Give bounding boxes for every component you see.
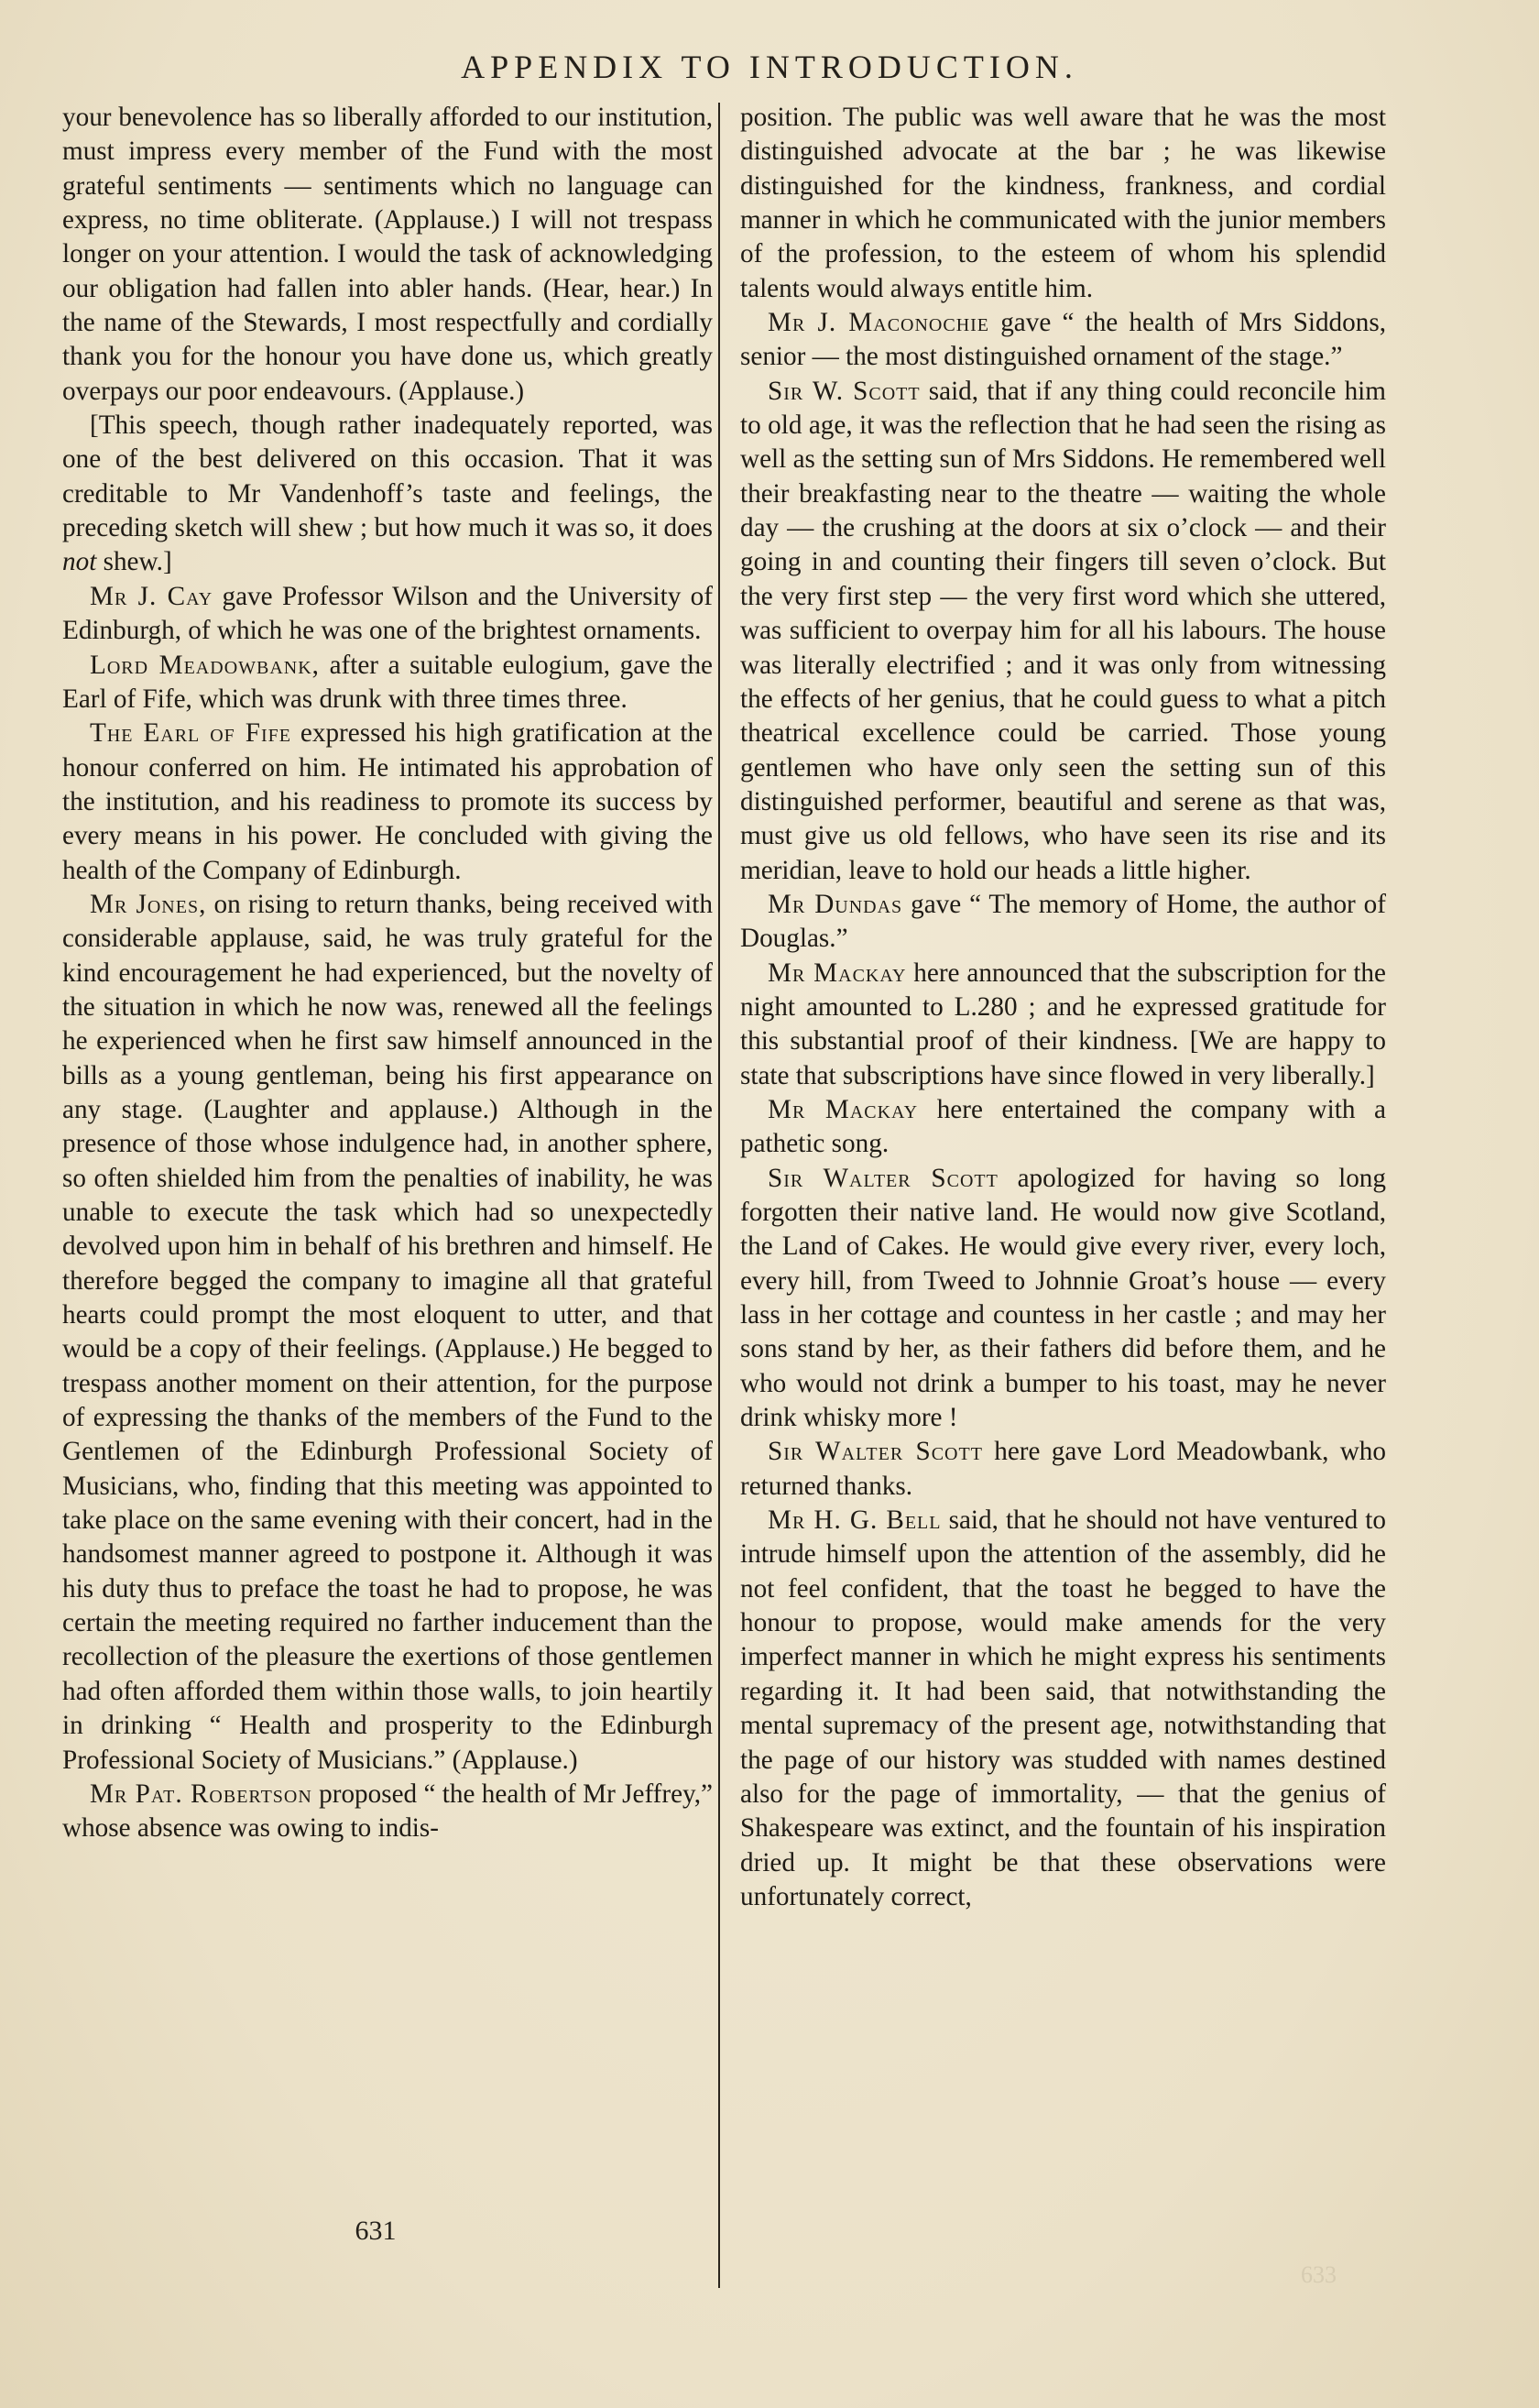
paragraph: Mr J. Maconochie gave “ the health of Mrs Siddons, senior — the most distinguished ornament of the stage.” <box>740 308 1386 372</box>
speaker-name: The Earl of Fife <box>90 718 291 749</box>
show-through-page-number: 633 <box>1301 2261 1337 2288</box>
paragraph: position. The public was well aware that he was the most distinguished advocate at the bar ; he was likewise distinguished for the kindness, frankness, and cordial manner in which he communicated with the junior members of the profession, to the esteem of whom his splendid talents would always entitle him. <box>740 103 1386 303</box>
paragraph: Sir Walter Scott here gave Lord Meadowbank, who returned thanks. <box>740 1437 1386 1501</box>
speaker-name: Sir W. Scott <box>768 376 921 406</box>
column-divider <box>718 103 720 2288</box>
speaker-name: Mr Pat. Robertson <box>90 1779 312 1809</box>
speaker-name: Mr Jones, <box>90 889 207 919</box>
speaker-name: Mr Mackay <box>768 1094 919 1124</box>
speaker-name: Mr Mackay <box>768 958 907 988</box>
paragraph: Mr Pat. Robertson proposed “ the health of Mr Jeffrey,” whose absence was owing to indis- <box>62 1779 713 1844</box>
speaker-name: Mr H. G. Bell <box>768 1505 942 1536</box>
speaker-name: Lord Meadowbank, <box>90 650 320 680</box>
paragraph: Mr J. Cay gave Professor Wilson and the University of Edinburgh, of which he was one of the brightest ornaments. <box>62 581 713 646</box>
right-column <box>740 101 1386 1914</box>
paragraph: Sir Walter Scott apologized for having so long forgotten their native land. He would now give Scotland, the Land of Cakes. He would give every river, every loch, every hill, from Tweed to Johnnie Groat’s house — every lass in her cottage and countess in her castle ; and may her sons stand by her, as their fathers did before them, and he who would not drink a bumper to his toast, may he never drink whisky more ! <box>740 1163 1386 1433</box>
speaker-name: Sir Walter Scott <box>768 1163 999 1193</box>
speaker-name: Mr Dundas <box>768 889 903 919</box>
paragraph: Mr H. G. Bell said, that he should not have ventured to intrude himself upon the attention of the assembly, did he not feel confident, that the toast he begged to have the honour to propose, would make amends for the very imperfect manner in which he might express his sentiments regarding it. It had been said, that notwithstanding the mental supremacy of the present age, notwithstanding that the page of our history was studded with names destined also for the page of immortality, — that the genius of Shakespeare was extinct, and the fountain of his inspiration dried up. It might be that these observations were unfortunately correct, <box>740 1505 1386 1911</box>
running-head: APPENDIX TO INTRODUCTION. <box>461 49 1078 85</box>
paragraph: Lord Meadowbank, after a suitable eulogium, gave the Earl of Fife, which was drunk with three times three. <box>62 650 713 714</box>
paragraph: [This speech, though rather inadequately reported, was one of the best delivered on this occasion. That it was creditable to Mr Vandenhoff’s taste and feelings, the preceding sketch will shew ; but how much it was so, it does not shew.] <box>62 410 713 577</box>
paragraph: Mr Dundas gave “ The memory of Home, the author of Douglas.” <box>740 889 1386 954</box>
speaker-name: Mr J. Maconochie <box>768 308 990 338</box>
paragraph: The Earl of Fife expressed his high gratification at the honour conferred on him. He intimated his approbation of the institution, and his readiness to promote its success by every means in his power. He concluded with giving the health of the Company of Edinburgh. <box>62 718 713 885</box>
speaker-name: Sir Walter Scott <box>768 1437 983 1467</box>
left-column <box>62 101 713 1846</box>
speaker-name: Mr J. Cay <box>90 581 213 611</box>
paragraph: Sir W. Scott said, that if any thing could reconcile him to old age, it was the reflection that he had seen the rising as well as the setting sun of Mrs Siddons. He remembered well their breakfasting near to the theatre — waiting the whole day — the crushing at the doors at six o’clock — and their going in and counting their fingers till seven o’clock. But the very first step — the very first word which she uttered, was sufficient to overpay him for all his labours. The house was literally electrified ; and it was only from witnessing the effects of her genius, that he could guess to what a pitch theatrical excellence could be carried. Those young gentlemen who have only seen the setting sun of this distinguished performer, beautiful and serene as that was, must give us old fellows, who have seen its rise and its meridian, leave to hold our heads a little higher. <box>740 376 1386 885</box>
paragraph: your benevolence has so liberally afforded to our institution, must impress every member of the Fund with the most grateful sentiments — sentiments which no language can express, no time obliterate. (Applause.) I will not trespass longer on your attention. I would the task of acknowledging our obligation had fallen into abler hands. (Hear, hear.) In the name of the Stewards, I most respectfully and cordially thank you for the honour you have done us, which greatly overpays our poor endeavours. (Applause.) <box>62 103 713 406</box>
paragraph: Mr Mackay here entertained the company with a pathetic song. <box>740 1094 1386 1159</box>
paragraph: Mr Jones, on rising to return thanks, being received with considerable applause, said, he was truly grateful for the kind encouragement he had experienced, but the novelty of the situation in which he now was, renewed all the feelings he experienced when he first saw himself announced in the bills as a young gentleman, being his first appearance on any stage. (Laughter and applause.) Although in the presence of those whose indulgence had, in another sphere, so often shielded him from the penalties of inability, he was unable to execute the task which had so unexpectedly devolved upon him in behalf of his brethren and himself. He therefore begged the company to imagine all that grateful hearts could prompt the most eloquent to utter, and that would be a copy of their feelings. (Applause.) He begged to trespass another moment on their attention, for the purpose of expressing the thanks of the members of the Fund to the Gentlemen of the Edinburgh Professional Society of Musicians, who, finding that this meeting was appointed to take place on the same evening with their concert, had in the handsomest manner agreed to postpone it. Although it was his duty thus to preface the toast he had to propose, he was certain the meeting required no farther inducement than the recollection of the pleasure the exertions of those gentlemen had often afforded them within those walls, to join heartily in drinking “ Health and prosperity to the Edinburgh Professional Society of Musicians.” (Applause.) <box>62 889 713 1775</box>
page-number: 631 <box>355 2216 397 2246</box>
paragraph: Mr Mackay here announced that the subscription for the night amounted to L.280 ; and he expressed gratitude for this substantial proof of their kindness. [We are happy to state that subscriptions have since flowed in very liberally.] <box>740 958 1386 1090</box>
